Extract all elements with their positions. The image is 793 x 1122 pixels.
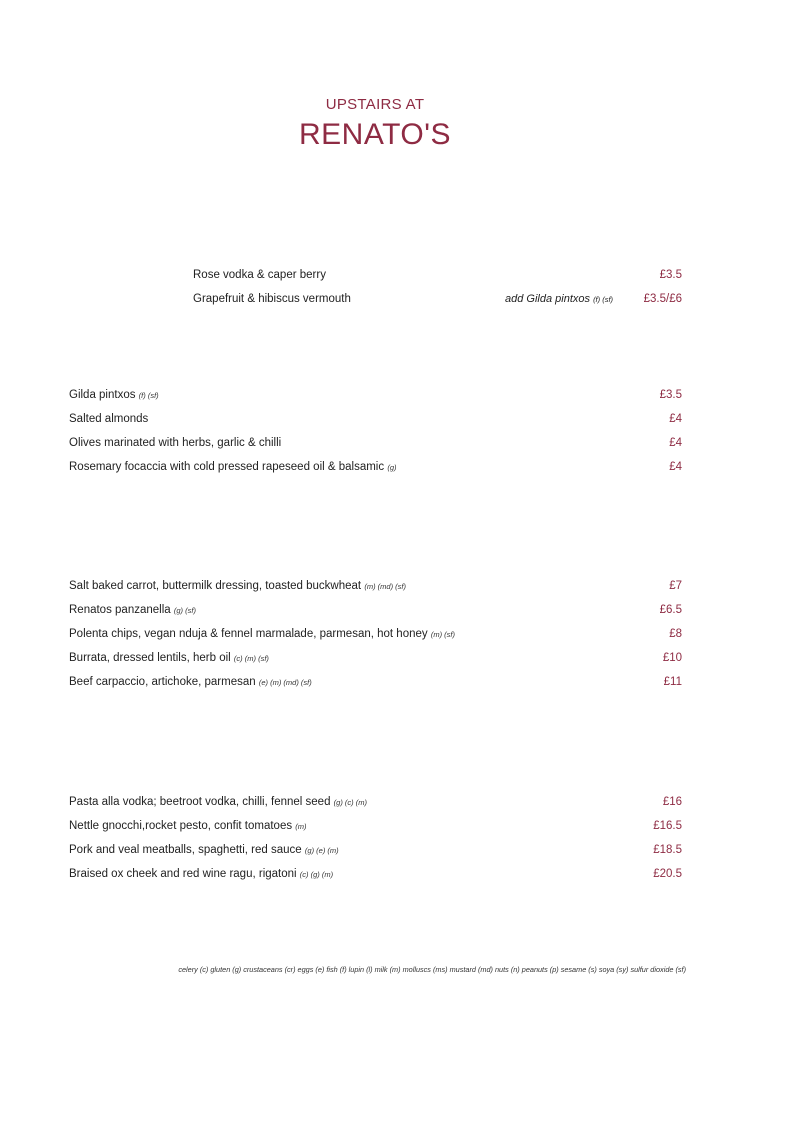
allergen-tags: (g) xyxy=(387,463,397,472)
allergen-tags: (f) (sf) xyxy=(593,295,614,304)
item-price: £20.5 xyxy=(653,868,682,880)
item-price: £16.5 xyxy=(653,820,682,832)
item-name: Beef carpaccio, artichoke, parmesan (e) (m) (md) (sf) xyxy=(69,676,312,688)
allergen-tags: (g) (c) (m) xyxy=(333,798,367,807)
item-name: Braised ox cheek and red wine ragu, rigatoni (c) (g) (m) xyxy=(69,868,334,880)
item-price: £6.5 xyxy=(659,604,682,616)
item-addon: add Gilda pintxos (f) (sf) xyxy=(505,293,614,305)
item-name: Renatos panzanella (g) (sf) xyxy=(69,604,196,616)
item-name: Rosemary focaccia with cold pressed rapeseed oil & balsamic (g) xyxy=(69,461,397,473)
allergen-tags: (c) (g) (m) xyxy=(299,870,334,879)
menu-item xyxy=(69,843,682,867)
menu-item xyxy=(69,675,682,699)
allergen-tags: (m) (md) (sf) xyxy=(364,582,406,591)
allergen-tags: (c) (m) (sf) xyxy=(233,654,269,663)
header-subtitle: UPSTAIRS AT xyxy=(325,96,425,113)
menu-item xyxy=(69,460,682,484)
menu-item xyxy=(69,412,682,436)
menu-item xyxy=(69,436,682,460)
menu-item xyxy=(69,579,682,603)
item-price: £11 xyxy=(663,676,682,688)
allergen-tags: (m) (sf) xyxy=(430,630,456,639)
menu-item xyxy=(69,627,682,651)
item-name: Pasta alla vodka; beetroot vodka, chilli, fennel seed (g) (c) (m) xyxy=(69,796,367,808)
menu-item xyxy=(69,795,682,819)
allergen-tags: (f) (sf) xyxy=(138,391,159,400)
item-name: Gilda pintxos (f) (sf) xyxy=(69,389,159,401)
item-name: Salt baked carrot, buttermilk dressing, toasted buckwheat (m) (md) (sf) xyxy=(69,580,406,592)
menu-item xyxy=(193,268,682,292)
allergen-tags: (g) (sf) xyxy=(173,606,196,615)
menu-item xyxy=(69,819,682,843)
restaurant-name: RENATO'S xyxy=(299,118,451,151)
item-price: £4 xyxy=(669,437,682,449)
item-name: Pork and veal meatballs, spaghetti, red sauce (g) (e) (m) xyxy=(69,844,339,856)
allergen-tags: (g) (e) (m) xyxy=(304,846,339,855)
item-name: Grapefruit & hibiscus vermouth xyxy=(193,293,351,305)
item-price: £16 xyxy=(662,796,682,808)
item-price: £4 xyxy=(669,461,682,473)
allergen-tags: (e) (m) (md) (sf) xyxy=(258,678,312,687)
menu-item xyxy=(69,603,682,627)
item-price: £18.5 xyxy=(653,844,682,856)
item-price: £3.5 xyxy=(659,389,682,401)
menu-item xyxy=(69,651,682,675)
allergen-tags: (m) xyxy=(295,822,307,831)
restaurant-header xyxy=(0,95,750,153)
item-name: Polenta chips, vegan nduja & fennel marmalade, parmesan, hot honey (m) (sf) xyxy=(69,628,456,640)
menu-item xyxy=(69,867,682,891)
menu-item xyxy=(69,388,682,412)
item-price: £3.5/£6 xyxy=(643,293,682,305)
item-name: Burrata, dressed lentils, herb oil (c) (m) (sf) xyxy=(69,652,269,664)
item-name: Rose vodka & caper berry xyxy=(193,269,326,281)
item-price: £3.5 xyxy=(659,269,682,281)
menu-item xyxy=(193,292,682,316)
allergen-key: celery (c) gluten (g) crustaceans (cr) eggs (e) fish (f) lupin (l) milk (m) molluscs (ms) mustard (md) nuts (n) peanuts (p) sesame (s) soya (sy) sulfur dioxide (sf) xyxy=(178,965,686,974)
item-name: Nettle gnocchi,rocket pesto, confit tomatoes (m) xyxy=(69,820,307,832)
item-price: £10 xyxy=(662,652,682,664)
item-price: £4 xyxy=(669,413,682,425)
item-name: Olives marinated with herbs, garlic & chilli xyxy=(69,437,282,449)
item-price: £7 xyxy=(669,580,682,592)
item-price: £8 xyxy=(669,628,682,640)
item-name: Salted almonds xyxy=(69,413,149,425)
